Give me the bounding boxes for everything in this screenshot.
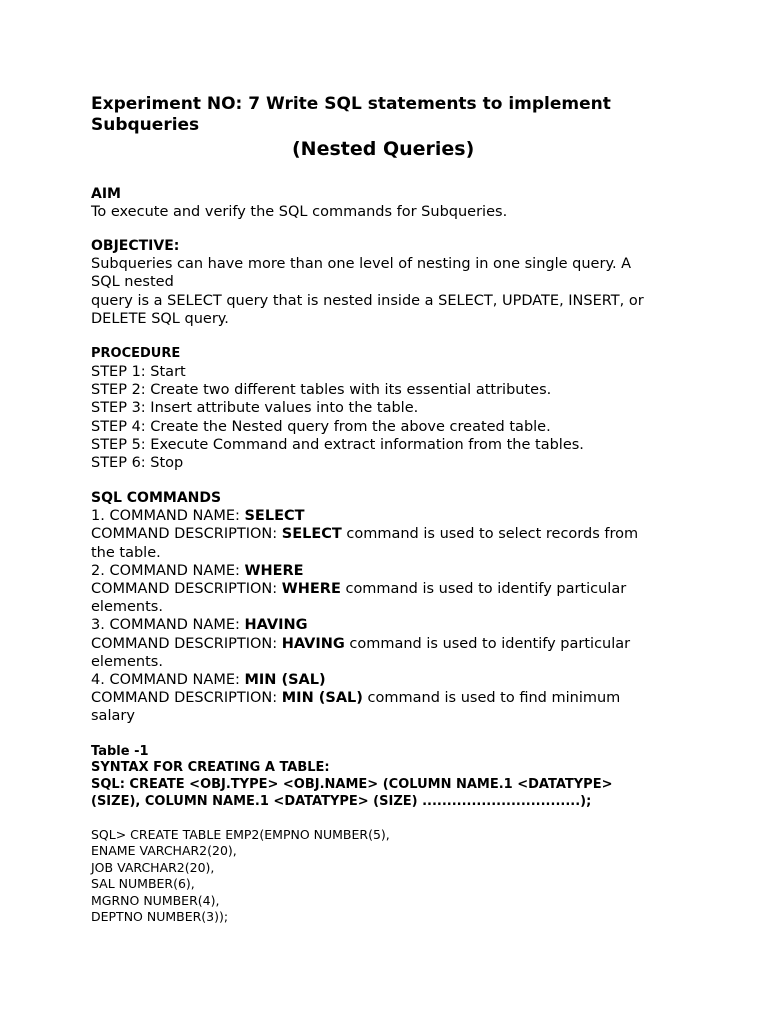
- command-desc-line: [91, 525, 681, 543]
- document-content: [91, 94, 681, 926]
- command-number: 4.: [91, 672, 110, 689]
- command-desc-prefix: COMMAND DESCRIPTION:: [91, 581, 282, 598]
- syntax-line: SQL: CREATE <OBJ.TYPE> <OBJ.NAME> (COLUMN NAME.1 <DATATYPE>: [91, 777, 613, 793]
- command-desc-text: command is used to find minimum: [362, 690, 621, 707]
- command-name-prefix: COMMAND NAME:: [109, 672, 245, 689]
- syntax-heading: SYNTAX FOR CREATING A TABLE:: [91, 760, 330, 776]
- table-1-section: [91, 744, 681, 811]
- procedure-step: STEP 2: Create two different tables with its essential attributes.: [91, 382, 552, 399]
- aim-text: To execute and verify the SQL commands for Subqueries.: [91, 204, 508, 220]
- procedure-heading: PROCEDURE: [91, 346, 181, 362]
- command-name: WHERE: [244, 562, 304, 579]
- syntax-line: (SIZE), COLUMN NAME.1 <DATATYPE> (SIZE) ................................);: [91, 794, 592, 810]
- command-desc-continuation: elements.: [91, 653, 163, 670]
- code-line: JOB VARCHAR2(20),: [91, 859, 215, 875]
- command-number: 2.: [91, 562, 110, 579]
- command-desc-continuation: elements.: [91, 599, 163, 616]
- table-1-heading: Table -1: [91, 743, 149, 759]
- procedure-steps: [91, 363, 681, 472]
- command-desc-prefix: COMMAND DESCRIPTION:: [91, 526, 282, 543]
- command-number: 1.: [91, 508, 110, 525]
- command-desc-text: command is used to identify particular: [340, 581, 627, 598]
- command-name-prefix: COMMAND NAME:: [109, 562, 245, 579]
- objective-line: query is a SELECT query that is nested inside a SELECT, UPDATE, INSERT, or: [91, 292, 644, 309]
- create-table-code: [91, 827, 681, 926]
- objective-line: Subqueries can have more than one level of nesting in one single query. A: [91, 256, 632, 273]
- command-desc-line: [91, 580, 681, 598]
- objective-line: DELETE SQL query.: [91, 310, 229, 327]
- command-name: MIN (SAL): [244, 672, 326, 689]
- command-desc-name: WHERE: [281, 581, 341, 598]
- command-desc-line: [91, 689, 681, 707]
- command-name-line: [91, 507, 681, 525]
- code-line: SQL> CREATE TABLE EMP2(EMPNO NUMBER(5),: [91, 826, 390, 842]
- objective-heading: OBJECTIVE:: [91, 238, 180, 255]
- command-desc-name: SELECT: [281, 526, 342, 543]
- command-desc-prefix: COMMAND DESCRIPTION:: [91, 690, 282, 707]
- command-name-prefix: COMMAND NAME:: [109, 617, 245, 634]
- command-name-line: [91, 671, 681, 689]
- command-name-line: [91, 562, 681, 580]
- experiment-title: [91, 94, 681, 136]
- command-desc-continuation: the table.: [91, 544, 161, 561]
- command-desc-name: MIN (SAL): [281, 690, 363, 707]
- title-line-1: Experiment NO: 7 Write SQL statements to implement: [91, 94, 611, 114]
- objective-line: SQL nested: [91, 274, 174, 291]
- command-name: HAVING: [244, 617, 308, 634]
- experiment-subtitle: (Nested Queries): [292, 138, 475, 160]
- aim-heading: AIM: [91, 186, 121, 202]
- procedure-step: STEP 4: Create the Nested query from the above created table.: [91, 418, 551, 435]
- command-desc-prefix: COMMAND DESCRIPTION:: [91, 635, 282, 652]
- procedure-step: STEP 3: Insert attribute values into the table.: [91, 400, 419, 417]
- sql-commands-heading: SQL COMMANDS: [91, 490, 222, 507]
- procedure-step: STEP 5: Execute Command and extract information from the tables.: [91, 436, 584, 453]
- command-desc-text: command is used to select records from: [341, 526, 639, 543]
- command-desc-text: command is used to identify particular: [344, 635, 631, 652]
- command-desc-continuation: salary: [91, 708, 135, 725]
- command-name-line: [91, 616, 681, 634]
- objective-text: [91, 255, 681, 328]
- command-name: SELECT: [244, 508, 305, 525]
- code-line: MGRNO NUMBER(4),: [91, 892, 220, 908]
- command-desc-line: [91, 635, 681, 653]
- code-line: SAL NUMBER(6),: [91, 876, 195, 892]
- command-number: 3.: [91, 617, 110, 634]
- title-line-2: Subqueries: [91, 115, 200, 135]
- code-line: ENAME VARCHAR2(20),: [91, 843, 237, 859]
- code-line: DEPTNO NUMBER(3));: [91, 909, 229, 925]
- procedure-step: STEP 1: Start: [91, 364, 186, 381]
- procedure-step: STEP 6: Stop: [91, 455, 184, 472]
- sql-commands-list: [91, 507, 681, 725]
- command-desc-name: HAVING: [281, 635, 345, 652]
- command-name-prefix: COMMAND NAME:: [109, 508, 245, 525]
